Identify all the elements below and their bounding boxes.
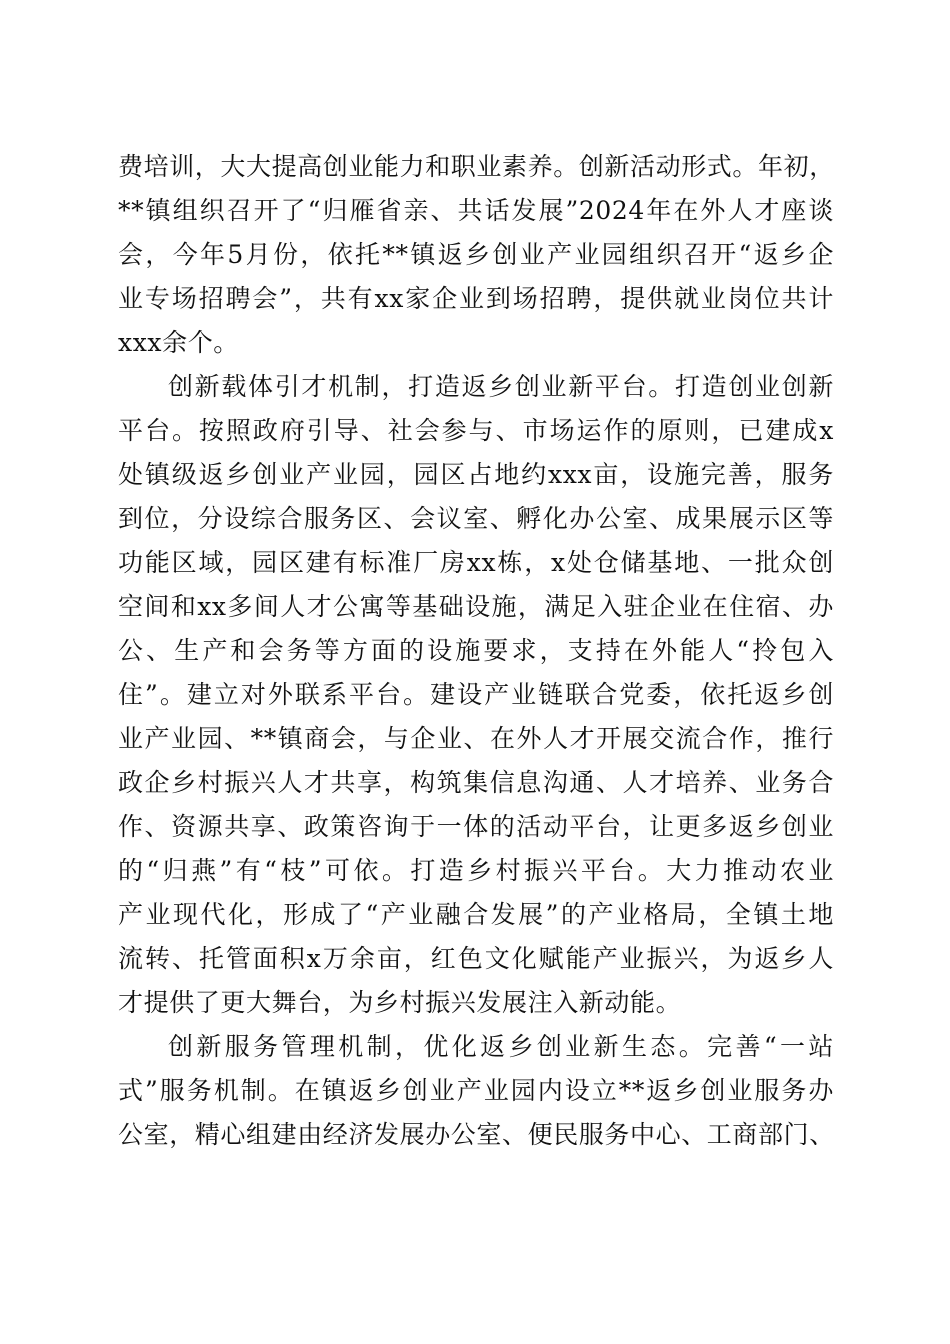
paragraph-2-line-3: 处镇级返乡创业产业园，园区占地约xxx亩，设施完善，服务	[118, 460, 834, 489]
paragraph-1-line-5: xxx余个。	[118, 328, 239, 357]
paragraph-2-line-14: 流转、托管面积x万余亩，红色文化赋能产业振兴，为返乡人	[118, 944, 834, 973]
paragraph-2-line-5: 功能区域，园区建有标准厂房xx栋，x处仓储基地、一批众创	[118, 548, 834, 577]
paragraph-1-line-2: **镇组织召开了“归雁省亲、共话发展”2024年在外人才座谈	[118, 196, 834, 225]
paragraph-2-line-4: 到位，分设综合服务区、会议室、孵化办公室、成果展示区等	[118, 504, 834, 533]
paragraph-1-line-1: 费培训，大大提高创业能力和职业素养。创新活动形式。年初，	[118, 152, 835, 181]
paragraph-2-line-2: 平台。按照政府引导、社会参与、市场运作的原则，已建成x	[118, 416, 834, 445]
paragraph-3-line-1: 创新服务管理机制，优化返乡创业新生态。完善“一站	[168, 1032, 834, 1061]
paragraph-2-line-15: 才提供了更大舞台，为乡村振兴发展注入新动能。	[118, 988, 682, 1017]
paragraph-1-line-3: 会，今年5月份，依托**镇返乡创业产业园组织召开“返乡企	[118, 240, 834, 269]
paragraph-2-line-9: 业产业园、**镇商会，与企业、在外人才开展交流合作，推行	[118, 724, 834, 753]
paragraph-3-line-3: 公室，精心组建由经济发展办公室、便民服务中心、工商部门、	[118, 1120, 835, 1149]
paragraph-2-line-8: 住”。建立对外联系平台。建设产业链联合党委，依托返乡创	[118, 680, 834, 709]
paragraph-1-line-4: 业专场招聘会”，共有xx家企业到场招聘，提供就业岗位共计	[118, 284, 834, 313]
paragraph-2-line-13: 产业现代化，形成了“产业融合发展”的产业格局，全镇土地	[118, 900, 834, 929]
paragraph-2-line-11: 作、资源共享、政策咨询于一体的活动平台，让更多返乡创业	[118, 812, 834, 841]
paragraph-2-line-10: 政企乡村振兴人才共享，构筑集信息沟通、人才培养、业务合	[118, 768, 834, 797]
paragraph-3-line-2: 式”服务机制。在镇返乡创业产业园内设立**返乡创业服务办	[118, 1076, 834, 1105]
paragraph-2-line-6: 空间和xx多间人才公寓等基础设施，满足入驻企业在住宿、办	[118, 592, 834, 621]
paragraph-2-line-7: 公、生产和会务等方面的设施要求，支持在外能人“拎包入	[118, 636, 834, 665]
paragraph-2-line-12: 的“归燕”有“枝”可依。打造乡村振兴平台。大力推动农业	[118, 856, 834, 885]
paragraph-2-line-1: 创新载体引才机制，打造返乡创业新平台。打造创业创新	[168, 372, 834, 401]
